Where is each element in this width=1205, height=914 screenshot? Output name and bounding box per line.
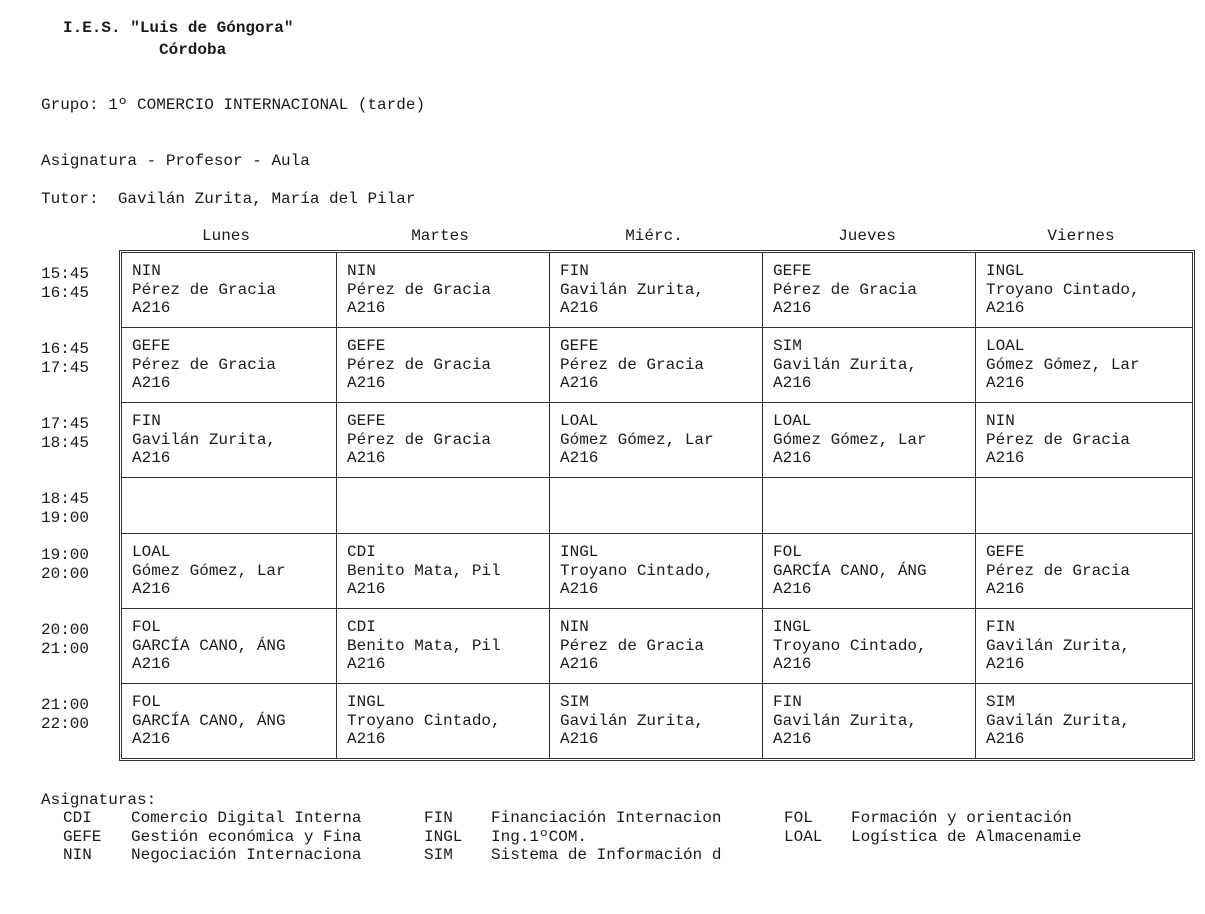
time-slot [41, 340, 89, 378]
timetable-cell [336, 328, 549, 402]
subject-code: LOAL [784, 828, 823, 846]
cell-room: A216 [986, 299, 1025, 318]
cell-subject: FIN [773, 693, 802, 711]
cell-teacher: Gavilán Zurita, [560, 280, 705, 299]
time-slot [41, 696, 89, 734]
time-start: 15:45 [41, 265, 90, 283]
cell-room: A216 [560, 730, 599, 749]
timetable-cell [549, 609, 762, 683]
timetable-cell [975, 253, 1188, 327]
cell-subject: GEFE [560, 337, 599, 355]
timetable-cell [975, 403, 1188, 477]
cell-room: A216 [986, 580, 1025, 599]
cell-subject: NIN [560, 618, 589, 636]
subject-code: CDI [63, 809, 92, 827]
time-end: 22:00 [41, 715, 90, 733]
cell-room: A216 [986, 655, 1025, 674]
subject-name: Formación y orientación [851, 809, 1072, 827]
subject-code: FIN [424, 809, 453, 827]
school-name: I.E.S. "Luis de Góngora" [63, 19, 294, 37]
day-header-lunes: Lunes [201, 227, 250, 245]
timetable-cell [336, 684, 549, 758]
subject-name: Ing.1ºCOM. [491, 828, 588, 846]
cell-subject: FIN [560, 262, 589, 280]
cell-teacher: Pérez de Gracia [347, 355, 492, 374]
cell-teacher: Pérez de Gracia [560, 636, 705, 655]
timetable-cell [336, 478, 549, 533]
cell-subject: FOL [132, 693, 161, 711]
cell-teacher: Troyano Cintado, [773, 636, 927, 655]
cell-room: A216 [773, 374, 812, 393]
cell-teacher: Gavilán Zurita, [773, 355, 918, 374]
cell-room: A216 [560, 580, 599, 599]
timetable-row [122, 253, 1192, 327]
cell-subject: NIN [132, 262, 161, 280]
cell-subject: FIN [986, 618, 1015, 636]
subject-code: GEFE [63, 828, 102, 846]
cell-subject: GEFE [773, 262, 812, 280]
timetable-row [122, 402, 1192, 477]
timetable-cell [762, 478, 975, 533]
cell-teacher: GARCÍA CANO, ÁNG [773, 561, 927, 580]
subject-name: Logística de Almacenamie [851, 828, 1082, 846]
timetable-cell [549, 328, 762, 402]
cell-subject: SIM [773, 337, 802, 355]
timetable-cell [762, 403, 975, 477]
cell-teacher: Pérez de Gracia [773, 280, 918, 299]
time-slot [41, 265, 89, 303]
time-slot [41, 490, 89, 528]
cell-subject: LOAL [560, 412, 599, 430]
cell-teacher: Pérez de Gracia [986, 430, 1131, 449]
cell-room: A216 [347, 730, 386, 749]
time-start: 16:45 [41, 340, 90, 358]
timetable-cell [762, 328, 975, 402]
timetable-cell [122, 253, 336, 327]
cell-subject: SIM [560, 693, 589, 711]
timetable-cell [336, 403, 549, 477]
timetable-cell [975, 328, 1188, 402]
cell-subject: INGL [986, 262, 1025, 280]
cell-subject: INGL [560, 543, 599, 561]
timetable-cell [975, 534, 1188, 608]
cell-subject: GEFE [132, 337, 171, 355]
timetable-cell [975, 609, 1188, 683]
time-end: 18:45 [41, 434, 90, 452]
timetable-grid [119, 250, 1195, 761]
cell-teacher: Troyano Cintado, [560, 561, 714, 580]
cell-teacher: GARCÍA CANO, ÁNG [132, 711, 286, 730]
cell-teacher: Gómez Gómez, Lar [132, 561, 286, 580]
cell-room: A216 [132, 374, 171, 393]
cell-teacher: Benito Mata, Pil [347, 561, 501, 580]
cell-room: A216 [132, 580, 171, 599]
subject-name: Financiación Internacion [491, 809, 722, 827]
cell-teacher: Troyano Cintado, [347, 711, 501, 730]
timetable-cell [336, 609, 549, 683]
cell-room: A216 [986, 374, 1025, 393]
cell-room: A216 [347, 655, 386, 674]
cell-subject: NIN [986, 412, 1015, 430]
cell-subject: CDI [347, 618, 376, 636]
cell-room: A216 [773, 580, 812, 599]
cell-room: A216 [347, 580, 386, 599]
time-slot [41, 415, 89, 453]
cell-room: A216 [560, 299, 599, 318]
cell-subject: SIM [986, 693, 1015, 711]
subject-code: SIM [424, 846, 453, 864]
cell-subject: GEFE [347, 337, 386, 355]
cell-subject: FOL [132, 618, 161, 636]
time-end: 20:00 [41, 565, 90, 583]
cell-subject: FOL [773, 543, 802, 561]
cell-room: A216 [560, 449, 599, 468]
day-header-martes: Martes [411, 227, 469, 245]
subjects-legend-title: Asignaturas: [41, 791, 157, 809]
time-start: 19:00 [41, 546, 90, 564]
cell-subject: INGL [773, 618, 812, 636]
time-end: 17:45 [41, 359, 90, 377]
cell-teacher: Benito Mata, Pil [347, 636, 501, 655]
timetable-row [122, 608, 1192, 683]
timetable-cell [122, 684, 336, 758]
timetable-cell [549, 403, 762, 477]
timetable-cell [762, 684, 975, 758]
cell-subject: INGL [347, 693, 386, 711]
school-city: Córdoba [159, 41, 227, 59]
cell-teacher: Gavilán Zurita, [986, 636, 1131, 655]
timetable-cell [122, 328, 336, 402]
break-row [122, 477, 1192, 533]
cell-room: A216 [560, 655, 599, 674]
cell-subject: GEFE [986, 543, 1025, 561]
cell-subject: LOAL [773, 412, 812, 430]
group-label: Grupo: 1º COMERCIO INTERNACIONAL (tarde) [41, 96, 426, 114]
cell-legend: Asignatura - Profesor - Aula [41, 152, 310, 170]
cell-teacher: Pérez de Gracia [132, 280, 277, 299]
cell-subject: FIN [132, 412, 161, 430]
timetable-cell [762, 609, 975, 683]
cell-teacher: Gavilán Zurita, [773, 711, 918, 730]
cell-teacher: Pérez de Gracia [986, 561, 1131, 580]
cell-room: A216 [986, 730, 1025, 749]
timetable-cell [336, 253, 549, 327]
time-slot [41, 621, 89, 659]
cell-room: A216 [132, 449, 171, 468]
cell-subject: LOAL [986, 337, 1025, 355]
cell-subject: NIN [347, 262, 376, 280]
timetable-cell [122, 478, 336, 533]
subject-name: Comercio Digital Interna [131, 809, 362, 827]
time-end: 19:00 [41, 509, 90, 527]
timetable-cell [549, 253, 762, 327]
cell-room: A216 [347, 449, 386, 468]
cell-room: A216 [132, 655, 171, 674]
subject-code: NIN [63, 846, 92, 864]
cell-room: A216 [132, 299, 171, 318]
timetable-cell [122, 534, 336, 608]
timetable-cell [122, 609, 336, 683]
time-start: 20:00 [41, 621, 90, 639]
time-slot [41, 546, 89, 584]
subject-name: Sistema de Información d [491, 846, 722, 864]
time-start: 21:00 [41, 696, 90, 714]
cell-room: A216 [347, 374, 386, 393]
cell-subject: GEFE [347, 412, 386, 430]
cell-subject: CDI [347, 543, 376, 561]
day-header-jueves: Jueves [838, 227, 896, 245]
subject-name: Negociación Internaciona [131, 846, 362, 864]
timetable-row [122, 683, 1192, 758]
timetable-row [122, 327, 1192, 402]
day-header-viernes: Viernes [1047, 227, 1115, 245]
timetable-cell [336, 534, 549, 608]
timetable-cell [549, 478, 762, 533]
time-start: 18:45 [41, 490, 90, 508]
cell-teacher: Gómez Gómez, Lar [986, 355, 1140, 374]
cell-room: A216 [773, 730, 812, 749]
cell-room: A216 [560, 374, 599, 393]
cell-teacher: Pérez de Gracia [347, 280, 492, 299]
cell-room: A216 [773, 299, 812, 318]
day-header-miercoles: Miérc. [625, 227, 683, 245]
timetable-cell [762, 534, 975, 608]
cell-teacher: Pérez de Gracia [560, 355, 705, 374]
cell-subject: LOAL [132, 543, 171, 561]
cell-teacher: GARCÍA CANO, ÁNG [132, 636, 286, 655]
timetable-row [122, 533, 1192, 608]
cell-teacher: Gavilán Zurita, [986, 711, 1131, 730]
cell-room: A216 [986, 449, 1025, 468]
cell-room: A216 [773, 655, 812, 674]
subject-code: INGL [424, 828, 463, 846]
timetable-cell [122, 403, 336, 477]
subject-code: FOL [784, 809, 813, 827]
time-end: 21:00 [41, 640, 90, 658]
time-start: 17:45 [41, 415, 90, 433]
time-end: 16:45 [41, 284, 90, 302]
cell-teacher: Gavilán Zurita, [560, 711, 705, 730]
subject-name: Gestión económica y Fina [131, 828, 362, 846]
cell-teacher: Gómez Gómez, Lar [773, 430, 927, 449]
cell-teacher: Gómez Gómez, Lar [560, 430, 714, 449]
tutor-label: Tutor: Gavilán Zurita, María del Pilar [41, 190, 416, 208]
cell-teacher: Gavilán Zurita, [132, 430, 277, 449]
cell-teacher: Pérez de Gracia [347, 430, 492, 449]
timetable-cell [975, 478, 1188, 533]
timetable-cell [762, 253, 975, 327]
timetable-cell [549, 684, 762, 758]
cell-teacher: Pérez de Gracia [132, 355, 277, 374]
cell-room: A216 [773, 449, 812, 468]
cell-teacher: Troyano Cintado, [986, 280, 1140, 299]
cell-room: A216 [132, 730, 171, 749]
cell-room: A216 [347, 299, 386, 318]
timetable-cell [975, 684, 1188, 758]
timetable-cell [549, 534, 762, 608]
